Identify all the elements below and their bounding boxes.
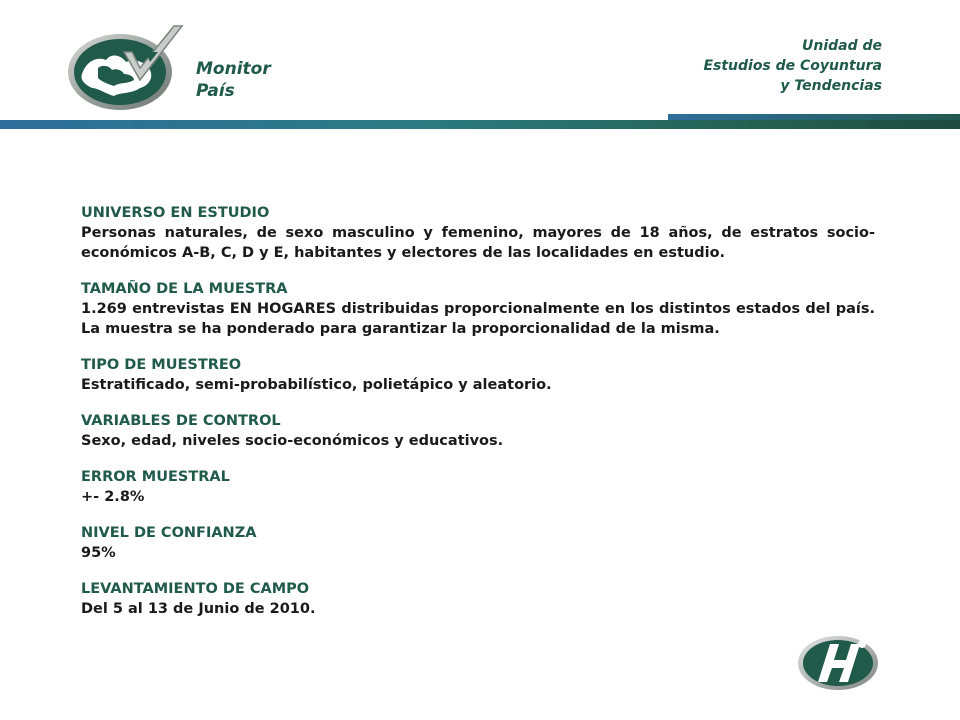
monitor-pais-logo-icon <box>62 22 192 114</box>
unit-line-1: Unidad de <box>801 38 882 54</box>
section-body: Personas naturales, de sexo masculino y femenino, mayores de 18 años, de estratos socio-económicos A-B, C, D y E, habitantes y electores de las localidades en estudio. <box>81 225 875 261</box>
brand-line-2: País <box>196 81 235 101</box>
section-error-muestral <box>81 467 875 507</box>
unit-line-3: y Tendencias <box>780 78 882 94</box>
section-title: NIVEL DE CONFIANZA <box>81 525 257 541</box>
section-body: Sexo, edad, niveles socio-económicos y educativos. <box>81 433 504 449</box>
brand-line-1: Monitor <box>196 59 271 79</box>
section-tamano-muestra <box>81 279 875 339</box>
section-body: 1.269 entrevistas EN HOGARES distribuidas proporcionalmente en los distintos estados del país. La muestra se ha ponderado para garantizar la proporcionalidad de la misma. <box>81 301 875 337</box>
section-body: Estratificado, semi-probabilístico, polietápico y aleatorio. <box>81 377 552 393</box>
section-tipo-muestreo <box>81 355 875 395</box>
hinterlaces-logo-icon <box>796 630 880 692</box>
methodology-content <box>81 203 875 635</box>
section-nivel-confianza <box>81 523 875 563</box>
section-title: TAMAÑO DE LA MUESTRA <box>81 281 288 297</box>
section-title: LEVANTAMIENTO DE CAMPO <box>81 581 310 597</box>
section-body: +- 2.8% <box>81 489 145 505</box>
unit-title <box>703 36 882 96</box>
section-title: VARIABLES DE CONTROL <box>81 413 281 429</box>
section-title: TIPO DE MUESTREO <box>81 357 242 373</box>
section-levantamiento-campo <box>81 579 875 619</box>
section-title: ERROR MUESTRAL <box>81 469 230 485</box>
section-variables-control <box>81 411 875 451</box>
section-body: 95% <box>81 545 116 561</box>
section-title: UNIVERSO EN ESTUDIO <box>81 205 270 221</box>
header-divider-bar <box>0 120 960 129</box>
section-universo <box>81 203 875 263</box>
section-body: Del 5 al 13 de Junio de 2010. <box>81 601 316 617</box>
unit-line-2: Estudios de Coyuntura <box>703 58 882 74</box>
brand-name <box>196 58 271 102</box>
